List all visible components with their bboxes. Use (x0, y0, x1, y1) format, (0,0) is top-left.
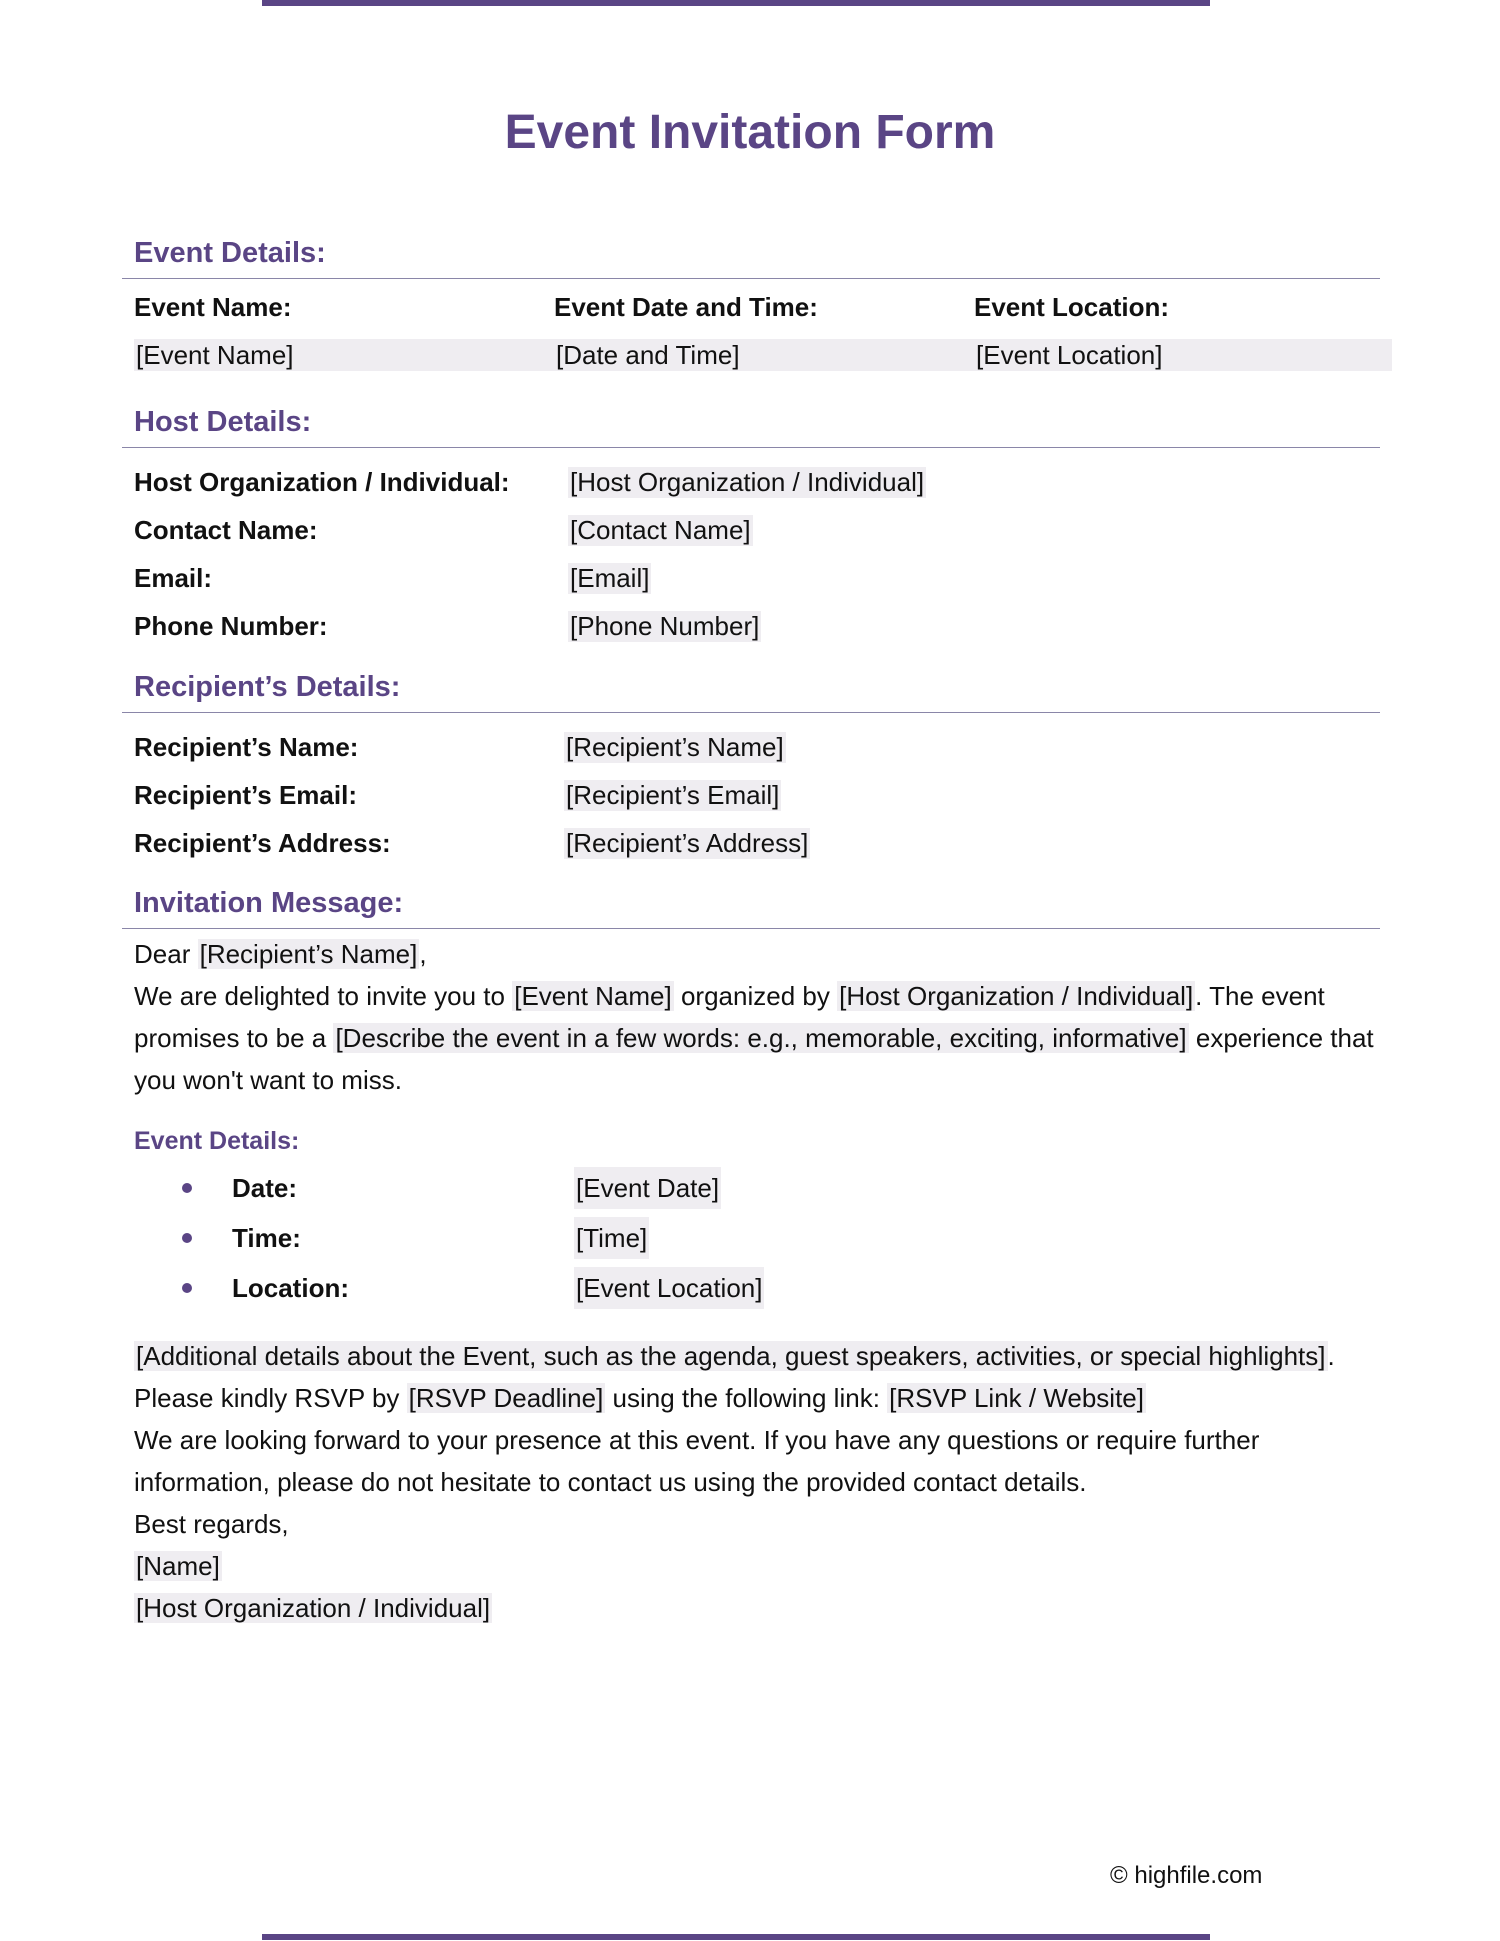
intro-text-b: organized by (680, 981, 830, 1011)
page-title: Event Invitation Form (504, 106, 996, 159)
intro-host-field[interactable]: [Host Organization / Individual] (839, 981, 1194, 1011)
bullet-time-label: Time: (232, 1223, 301, 1253)
intro-text-a: We are delighted to invite you to (134, 981, 505, 1011)
event-location-col (974, 291, 1392, 371)
intro-paragraph (134, 975, 1380, 1101)
event-location-label: Event Location: (974, 292, 1170, 322)
additional-end: . (1327, 1341, 1335, 1371)
recipient-email-field[interactable]: [Recipient’s Email] (566, 779, 780, 810)
signature-name (134, 1545, 1380, 1587)
rsvp-text-b: using the following link: (612, 1383, 880, 1413)
regards-text: Best regards, (134, 1509, 289, 1539)
additional-paragraph (134, 1335, 1380, 1377)
event-date-col (554, 291, 974, 371)
bullet-location-field[interactable]: [Event Location] (574, 1267, 764, 1309)
recipient-name-field[interactable]: [Recipient’s Name] (566, 731, 784, 762)
event-name-field[interactable]: [Event Name] (134, 339, 554, 371)
bullet-dot-icon (182, 1183, 192, 1193)
rsvp-paragraph (134, 1377, 1380, 1419)
recipient-email-row (134, 771, 1380, 819)
dear-end: , (419, 939, 427, 969)
host-details-section (122, 405, 1380, 650)
email-label: Email: (134, 562, 213, 593)
additional-details-field[interactable]: [Additional details about the Event, such as the agenda, guest speakers, activities, or special highlights] (136, 1341, 1326, 1371)
invitation-heading: Invitation Message: (122, 886, 1380, 929)
intro-event-field[interactable]: [Event Name] (514, 981, 672, 1011)
recipient-name-label: Recipient’s Name: (134, 731, 359, 762)
event-name-label: Event Name: (134, 292, 292, 322)
phone-row (134, 602, 1380, 650)
host-details-heading: Host Details: (122, 405, 1380, 448)
event-details-section (122, 236, 1380, 371)
event-name-col (134, 291, 554, 371)
bullet-date (134, 1163, 1380, 1213)
signature-host-field[interactable]: [Host Organization / Individual] (136, 1593, 491, 1623)
rsvp-deadline-field[interactable]: [RSVP Deadline] (408, 1383, 604, 1413)
event-details-subheading: Event Details: (134, 1127, 300, 1155)
bullet-date-label: Date: (232, 1173, 298, 1203)
event-details-heading: Event Details: (122, 236, 1380, 279)
bullet-time-field[interactable]: [Time] (574, 1217, 649, 1259)
recipient-details-heading: Recipient’s Details: (122, 670, 1380, 713)
contact-name-label: Contact Name: (134, 514, 318, 545)
bullet-location (134, 1263, 1380, 1313)
recipient-address-label: Recipient’s Address: (134, 827, 391, 858)
phone-label: Phone Number: (134, 610, 328, 641)
recipient-address-row (134, 819, 1380, 867)
intro-desc-field[interactable]: [Describe the event in a few words: e.g., memorable, exciting, informative] (335, 1023, 1187, 1053)
email-field[interactable]: [Email] (570, 562, 650, 593)
bullet-time (134, 1213, 1380, 1263)
intro-text-c: . The event promises to be a (134, 981, 1325, 1053)
recipient-details-section (122, 670, 1380, 867)
host-org-field[interactable]: [Host Organization / Individual] (570, 466, 925, 497)
contact-name-field[interactable]: [Contact Name] (570, 514, 751, 545)
bullet-dot-icon (182, 1233, 192, 1243)
event-bullet-list (134, 1163, 1380, 1313)
bullet-dot-icon (182, 1283, 192, 1293)
signature-name-field[interactable]: [Name] (136, 1551, 220, 1581)
event-date-label: Event Date and Time: (554, 292, 818, 322)
recipient-name-row (134, 723, 1380, 771)
recipient-address-field[interactable]: [Recipient’s Address] (566, 827, 809, 858)
bullet-date-field[interactable]: [Event Date] (574, 1167, 721, 1209)
rsvp-link-field[interactable]: [RSVP Link / Website] (889, 1383, 1144, 1413)
salutation (134, 933, 1380, 975)
host-org-row (134, 458, 1380, 506)
event-location-field[interactable]: [Event Location] (974, 339, 1392, 371)
closing-paragraph: We are looking forward to your presence at this event. If you have any questions or require further information, please do not hesitate to contact us using the provided contact details. (134, 1425, 1260, 1497)
salutation-recipient-field[interactable]: [Recipient’s Name] (199, 939, 418, 969)
phone-field[interactable]: [Phone Number] (570, 610, 760, 641)
dear-text: Dear (134, 939, 191, 969)
rsvp-text-a: Please kindly RSVP by (134, 1383, 400, 1413)
email-row (134, 554, 1380, 602)
bullet-location-label: Location: (232, 1273, 349, 1303)
top-accent-bar (262, 0, 1210, 6)
host-org-label: Host Organization / Individual: (134, 466, 510, 497)
signature-host (134, 1587, 1380, 1629)
event-date-field[interactable]: [Date and Time] (554, 339, 974, 371)
recipient-email-label: Recipient’s Email: (134, 779, 357, 810)
copyright-footer: © highfile.com (1110, 1862, 1263, 1889)
intro-text-d: experience that you won't want to miss. (134, 1023, 1374, 1095)
bottom-accent-bar (262, 1934, 1210, 1940)
contact-name-row (134, 506, 1380, 554)
invitation-section (122, 886, 1380, 1629)
